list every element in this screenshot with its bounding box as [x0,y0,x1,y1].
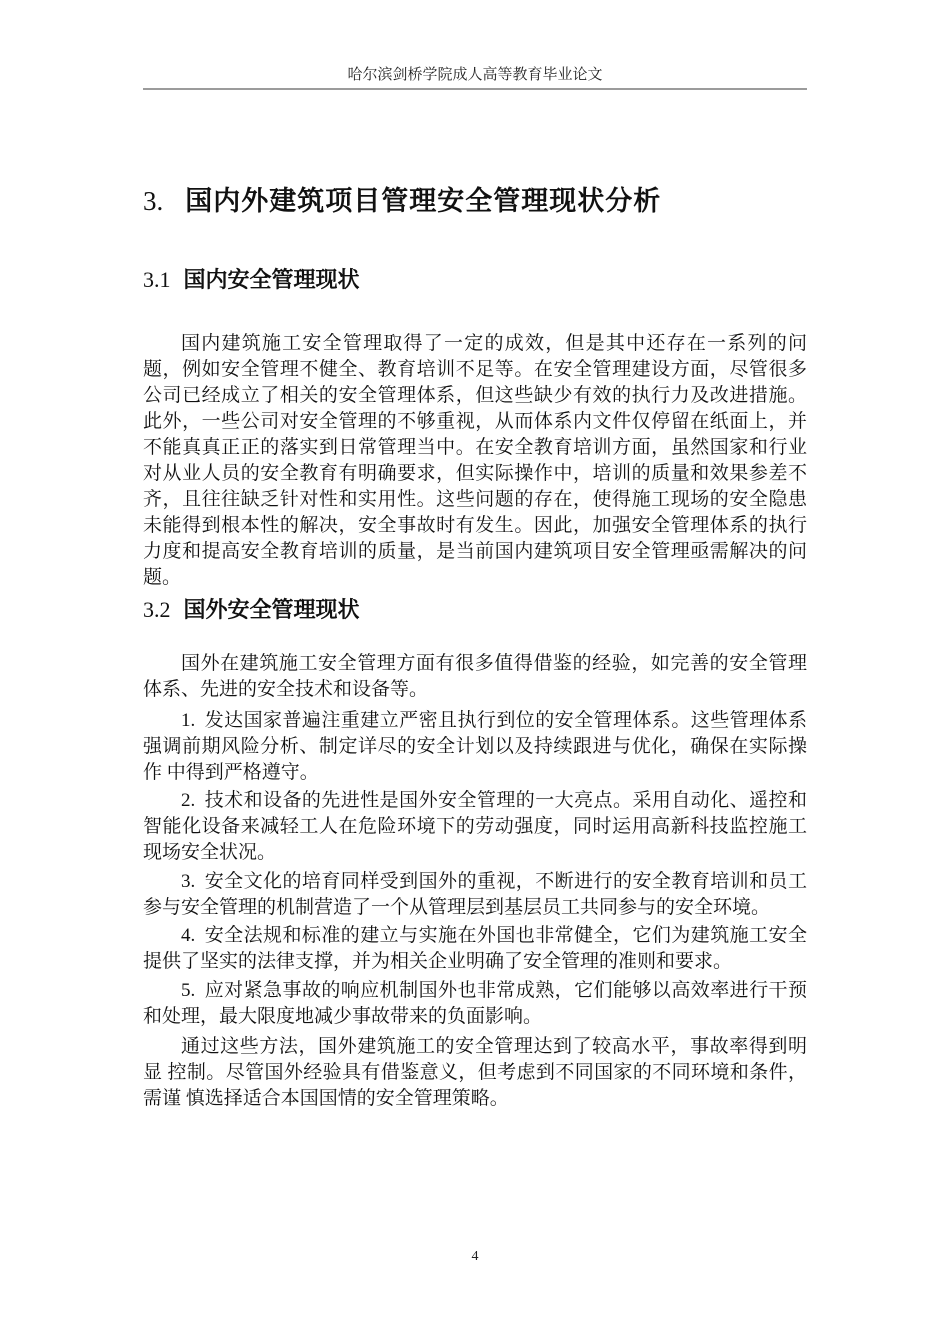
section-title-domestic: 国内安全管理现状 [183,267,360,292]
paragraph-abroad-intro: 国外在建筑施工安全管理方面有很多值得借鉴的经验，如完善的安全管理体系、先进的安全技术和设备等。 [143,653,807,700]
list-item-text: 安全文化的培育同样受到国外的重视，不断进行的安全教育培训和员工参与安全管理的机制营造了一个从管理层到基层员工共同参与的安全环境。 [143,871,807,918]
section-number-abroad: 3.2 [143,597,171,622]
list-item-text: 应对紧急事故的响应机制国外也非常成熟，它们能够以高效率进行干预和处理，最大限度地减少事故带来的负面影响。 [143,980,807,1027]
section-number-domestic: 3.1 [143,267,171,292]
list-item [143,788,807,866]
list-item [143,978,807,1030]
page-number: 4 [471,1249,479,1264]
list-item [143,923,807,975]
list-item-number: 3. [181,871,196,892]
list-item [143,869,807,921]
list-item-number: 1. [181,710,196,731]
paragraph-abroad-conclusion: 通过这些方法，国外建筑施工的安全管理达到了较高水平，事故率得到明显 控制。尽管国外经验具有借鉴意义，但考虑到不同国家的不同环境和条件，需谨 慎选择适合本国国情的安全管理策略。 [143,1036,807,1109]
chapter-heading [143,182,807,220]
header-divider [143,88,807,90]
list-item-number: 5. [181,980,196,1001]
section-title-abroad: 国外安全管理现状 [183,597,360,622]
section-heading-abroad [143,594,807,626]
running-header: 哈尔滨剑桥学院成人高等教育毕业论文 [347,67,603,83]
chapter-title: 国内外建筑项目管理安全管理现状分析 [185,186,662,216]
list-item [143,708,807,786]
list-item-number: 4. [181,925,196,946]
paragraph-domestic-status: 国内建筑施工安全管理取得了一定的成效，但是其中还存在一系列的问题，例如安全管理不健全、教育培训不足等。在安全管理建设方面，尽管很多公司已经成立了相关的安全管理体系，但这些缺少有效的执行力及改进措施。此外，一些公司对安全管理的不够重视，从而体系内文件仅停留在纸面上，并不能真真正正的落实到日常管理当中。在安全教育培训方面，虽然国家和行业对从业人员的安全教育有明确要求，但实际操作中，培训的质量和效果参差不齐，且往往缺乏针对性和实用性。这些问题的存在，使得施工现场的安全隐患未能得到根本性的解决，安全事故时有发生。因此，加强安全管理体系的执行力度和提高安全教育培训的质量，是当前国内建筑项目安全管理亟需解决的问题。 [143,333,807,588]
list-item-number: 2. [181,790,196,811]
list-item-text: 安全法规和标准的建立与实施在外国也非常健全，它们为建筑施工安全提供了坚实的法律支撑，并为相关企业明确了安全管理的准则和要求。 [143,925,807,972]
list-item-text: 发达国家普遍注重建立严密且执行到位的安全管理体系。这些管理体系强调前期风险分析、制定详尽的安全计划以及持续跟进与优化，确保在实际操作 中得到严格遵守。 [143,710,807,783]
list-item-text: 技术和设备的先进性是国外安全管理的一大亮点。采用自动化、遥控和智能化设备来减轻工人在危险环境下的劳动强度，同时运用高新科技监控施工现场安全状况。 [143,790,807,863]
chapter-number: 3. [143,186,164,216]
section-heading-domestic [143,264,807,296]
